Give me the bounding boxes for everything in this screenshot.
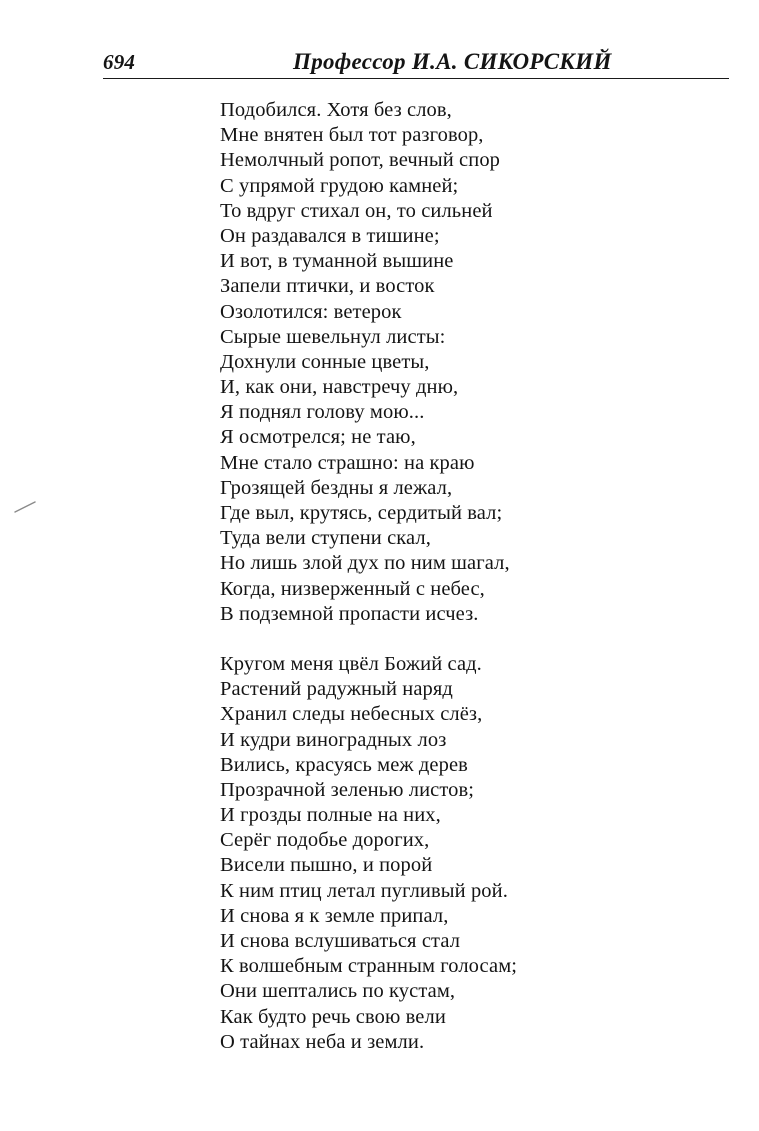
verse-line: В подземной пропасти исчез. — [220, 602, 479, 625]
verse-line: Он раздавался в тишине; — [220, 224, 440, 247]
verse-line: Грозящей бездны я лежал, — [220, 476, 453, 499]
verse-line: Я поднял голову мою... — [220, 401, 425, 424]
verse-line: Туда вели ступени скал, — [220, 527, 431, 550]
verse-line: К ним птиц летал пугливый рой. — [220, 879, 508, 902]
margin-pencil-mark — [14, 500, 36, 514]
verse-line: Но лишь злой дух по ним шагал, — [220, 552, 510, 575]
verse-line: И снова вслушиваться стал — [220, 930, 461, 952]
verse-line: Как будто речь свою вели — [220, 1005, 446, 1028]
verse-line: То вдруг стихал он, то сильней — [220, 199, 493, 222]
verse-line: И, как они, навстречу дню, — [220, 376, 459, 399]
verse-line: С упрямой грудою камней; — [220, 174, 459, 197]
verse-line: Серёг подобье дорогих, — [220, 829, 430, 852]
verse-line: Прозрачной зеленью листов; — [220, 778, 475, 801]
verse-line: Висели пышно, и порой — [220, 854, 433, 877]
verse-line: Подобился. Хотя без слов, — [220, 99, 452, 121]
verse-line: И снова я к земле припал, — [220, 904, 449, 927]
verse-line: И вот, в туманной вышине — [220, 250, 454, 273]
header-rule — [103, 78, 729, 79]
verse-line: Вились, красуясь меж дерев — [220, 753, 468, 776]
verse-line: Мне внятен был тот разговор, — [220, 124, 484, 147]
verse-line: Хранил следы небесных слёз, — [220, 703, 483, 726]
verse-line: Когда, низверженный с небес, — [220, 577, 485, 600]
verse-line: Сырые шевельнул листы: — [220, 325, 446, 348]
stanza-1 — [220, 98, 690, 627]
verse-line: К волшебным странным голосам; — [220, 955, 518, 978]
stanza-2 — [220, 652, 690, 1055]
verse-line: Запели птички, и восток — [220, 275, 435, 298]
verse-line: И грозды полные на них, — [220, 804, 441, 827]
verse-line: Дохнули сонные цветы, — [220, 350, 430, 373]
verse-line: Растений радужный наряд — [220, 678, 453, 701]
verse-line: И кудри виноградных лоз — [220, 728, 447, 751]
verse-line: Я осмотрелся; не таю, — [220, 426, 416, 449]
poem-text — [220, 98, 690, 1055]
page-header — [103, 44, 729, 78]
verse-line: Озолотился: ветерок — [220, 300, 402, 323]
verse-line: Немолчный ропот, вечный спор — [220, 149, 501, 172]
running-head: Профессор И.А. СИКОРСКИЙ — [293, 49, 612, 74]
verse-line: Мне стало страшно: на краю — [220, 451, 475, 474]
verse-line: О тайнах неба и земли. — [220, 1030, 425, 1053]
verse-line: Где выл, крутясь, сердитый вал; — [220, 502, 503, 524]
page-number: 694 — [103, 50, 136, 74]
verse-line: Они шептались по кустам, — [220, 980, 456, 1003]
verse-line: Кругом меня цвёл Божий сад. — [220, 652, 482, 675]
